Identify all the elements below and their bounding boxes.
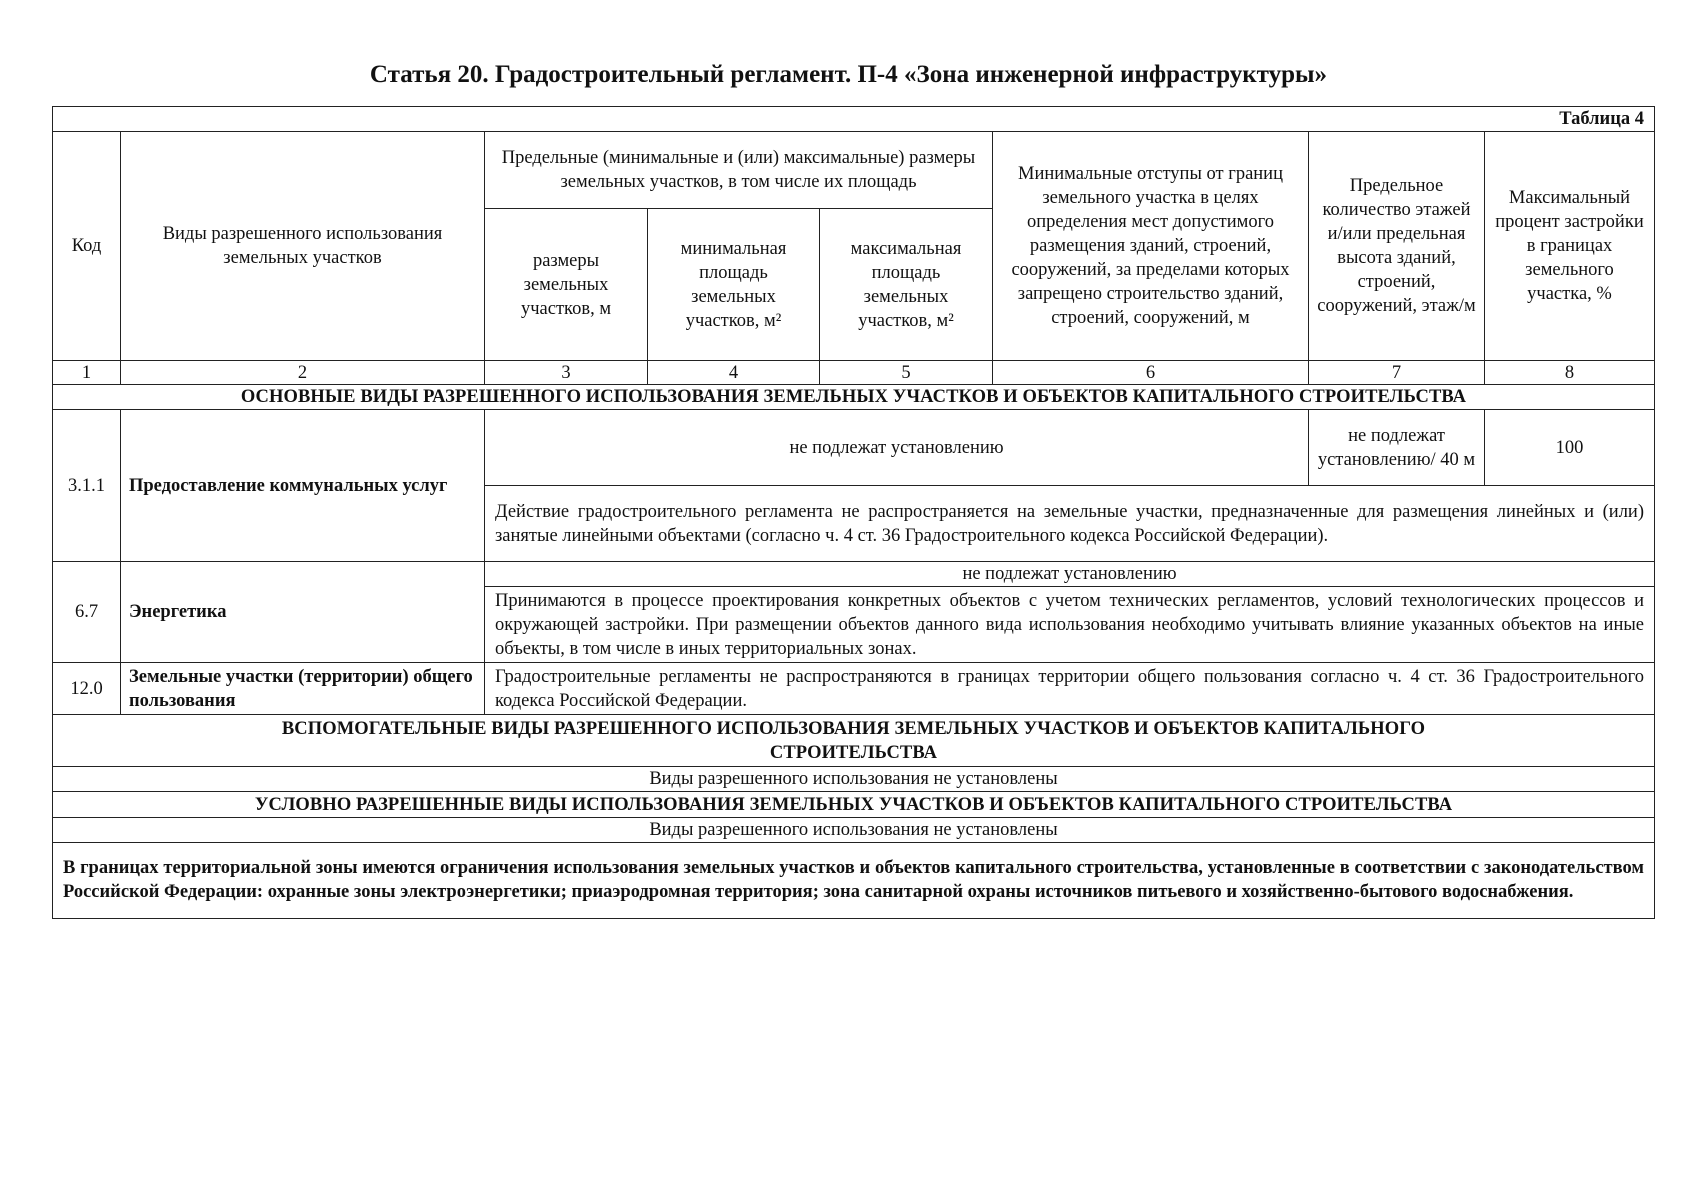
section-main-row	[53, 385, 1655, 410]
column-number: 6	[993, 361, 1309, 385]
footer-note: В границах территориальной зоны имеются ограничения использования земельных участков и объектов капитального строительства, установленные в соответствии с законодательством Российской Федерации: охранные зоны электроэнергетики; приаэродромная территория; зона санитарной охраны источников питьевого и хозяйственно-бытового водоснабжения.	[53, 843, 1655, 919]
column-number: 2	[121, 361, 485, 385]
row-coverage: 100	[1485, 410, 1655, 486]
header-plot-sizes-group: Предельные (минимальные и (или) максимальные) размеры земельных участков, в том числе их площадь	[485, 132, 993, 209]
column-number: 1	[53, 361, 121, 385]
header-min-area: минимальная площадь земельных участков, м²	[648, 209, 820, 361]
header-use-types: Виды разрешенного использования земельных участков	[121, 132, 485, 361]
row-floors: не подлежат установлению/ 40 м	[1309, 410, 1485, 486]
footer-row	[53, 843, 1655, 919]
column-number: 3	[485, 361, 648, 385]
regulation-table	[52, 106, 1655, 919]
section-main-heading: ОСНОВНЫЕ ВИДЫ РАЗРЕШЕННОГО ИСПОЛЬЗОВАНИЯ ЗЕМЕЛЬНЫХ УЧАСТКОВ И ОБЪЕКТОВ КАПИТАЛЬНОГО СТРОИТЕЛЬСТВА	[53, 385, 1655, 410]
column-numbers-row	[53, 361, 1655, 385]
section-conditional-note-row	[53, 818, 1655, 843]
section-conditional-heading: УСЛОВНО РАЗРЕШЕННЫЕ ВИДЫ ИСПОЛЬЗОВАНИЯ ЗЕМЕЛЬНЫХ УЧАСТКОВ И ОБЪЕКТОВ КАПИТАЛЬНОГО СТРОИТЕЛЬСТВА	[53, 792, 1655, 818]
column-number: 5	[820, 361, 993, 385]
table-label: Таблица 4	[53, 107, 1655, 132]
row-note: Градостроительные регламенты не распространяются в границах территории общего пользования согласно ч. 4 ст. 36 Градостроительного кодекса Российской Федерации.	[485, 663, 1655, 715]
row-code: 12.0	[53, 663, 121, 715]
page-title: Статья 20. Градостроительный регламент. П-4 «Зона инженерной инфраструктуры»	[369, 61, 1328, 88]
table-row	[53, 410, 1655, 486]
header-floors: Предельное количество этажей и/или предельная высота зданий, строений, сооружений, этаж/м	[1309, 132, 1485, 361]
header-coverage: Максимальный процент застройки в границах земельного участка, %	[1485, 132, 1655, 361]
row-name: Земельные участки (территории) общего пользования	[121, 663, 485, 715]
header-max-area: максимальная площадь земельных участков, м²	[820, 209, 993, 361]
section-auxiliary-row	[53, 715, 1655, 767]
row-params: не подлежат установлению	[485, 410, 1309, 486]
header-code: Код	[53, 132, 121, 361]
column-number: 8	[1485, 361, 1655, 385]
row-note: Принимаются в процессе проектирования конкретных объектов с учетом технических регламентов, условий технологических процессов и окружающей застройки. При размещении объектов данного вида использования необходимо учитывать влияние указанных объектов на иные объекты, в том числе в иных территориальных зонах.	[485, 587, 1655, 663]
header-setbacks: Минимальные отступы от границ земельного участка в целях определения мест допустимого размещения зданий, строений, сооружений, за пределами которых запрещено строительство зданий, строений, сооружений, м	[993, 132, 1309, 361]
table-row	[53, 562, 1655, 587]
row-code: 6.7	[53, 562, 121, 663]
section-conditional-note: Виды разрешенного использования не установлены	[53, 818, 1655, 843]
row-params: не подлежат установлению	[485, 562, 1655, 587]
section-auxiliary-heading: ВСПОМОГАТЕЛЬНЫЕ ВИДЫ РАЗРЕШЕННОГО ИСПОЛЬЗОВАНИЯ ЗЕМЕЛЬНЫХ УЧАСТКОВ И ОБЪЕКТОВ КАПИТАЛЬНОГО СТРОИТЕЛЬСТВА	[53, 715, 1655, 767]
row-name: Предоставление коммунальных услуг	[121, 410, 485, 562]
column-number: 7	[1309, 361, 1485, 385]
row-name: Энергетика	[121, 562, 485, 663]
section-auxiliary-note-row	[53, 767, 1655, 792]
header-plot-size: размеры земельных участков, м	[485, 209, 648, 361]
row-code: 3.1.1	[53, 410, 121, 562]
section-conditional-row	[53, 792, 1655, 818]
row-note: Действие градостроительного регламента не распространяется на земельные участки, предназначенные для размещения линейных и (или) занятые линейными объектами (согласно ч. 4 ст. 36 Градостроительного кодекса Российской Федерации).	[485, 486, 1655, 562]
table-label-row	[53, 107, 1655, 132]
column-number: 4	[648, 361, 820, 385]
table-row	[53, 663, 1655, 715]
section-auxiliary-note: Виды разрешенного использования не установлены	[53, 767, 1655, 792]
header-row-1	[53, 132, 1655, 209]
